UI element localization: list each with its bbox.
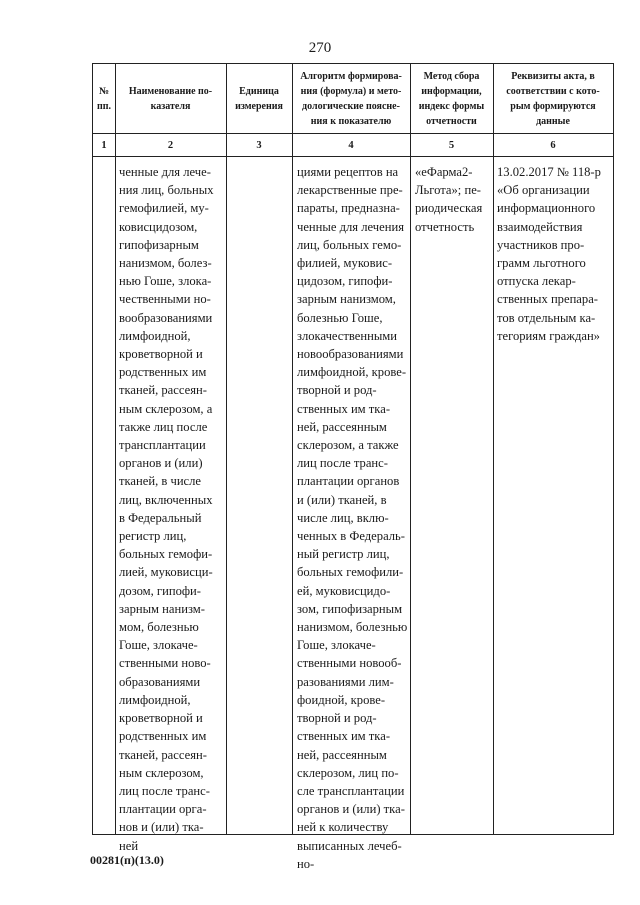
header-number: № пп. (96, 85, 112, 112)
number-row-divider (93, 156, 613, 157)
column-divider (410, 64, 411, 834)
column-number: 3 (256, 139, 262, 151)
document-code: 00281(п)(13.0) (90, 853, 164, 867)
column-divider (115, 64, 116, 834)
column-number: 1 (101, 139, 107, 151)
cell-collection-method: «еФарма2- Льгота»; пе- риодическая отчетность (415, 165, 483, 234)
header-indicator-name: Наименование по- казателя (128, 85, 213, 112)
column-number: 2 (167, 139, 174, 151)
header-algorithm: Алгоритм формирова- ния (формула) и мето- дологические поясне- ния к показателю (300, 70, 402, 127)
column-divider (292, 64, 293, 834)
cell-indicator-name: ченные для лече- ния лиц, больных гемофилией, му- ковисцидозом, гипофизарным нанизмом, болез- нью Гоше, злока- чественными но- вообразованиями лимфоидной, кроветворной и родственных им тканей, рассеян- ным склерозом, а также лиц после трансплантации органов и (или) тканей, в числе лиц, включенных в Федеральный регистр лиц, больных гемофи- лией, муковисци- дозом, гипофи- зарным нанизм- мом, болезнью Гоше, злокаче- ственными ново- образованиями лимфоидной, кроветворной и родственных им тканей, рассеян- ным склерозом, лиц после транс- плантации орга- нов и (или) тка- ней (119, 165, 214, 853)
header-collection-method: Метод сбора информации, индекс формы отчетности (418, 70, 485, 127)
header-act-details: Реквизиты акта, в соответствии с кото- рым формируются данные (506, 70, 600, 127)
column-number: 4 (348, 139, 354, 151)
column-number: 5 (448, 139, 455, 151)
cell-act-details: 13.02.2017 № 118-р «Об организации информационного взаимодействия участников про- грамм льготного отпуска лекар- ственных препара- тов отдельным ка- тегориям граждан» (497, 165, 601, 343)
cell-algorithm: циями рецептов на лекарственные пре- параты, предназна- ченные для лечения лиц, больных гемо- филией, муковис- цидозом, гипофи- зарным нанизмом, болезнью Гоше, злокачественными новообразованиями лимфоидной, крове- творной и род- ственных им тка- ней, рассеянным склерозом, а также лиц после транс- плантации органов и (или) тканей, в числе лиц, вклю- ченных в Федераль- ный регистр лиц, больных гемофили- ей, муковисцидо- зом, гипофизарным нанизмом, болезнью Гоше, злокаче- ственными новооб- разованиями лим- фоидной, крове- творной и род- ственных им тка- ней, рассеянным склерозом, лиц по- сле трансплантации органов и (или) тка- ней к количеству выписанных лечеб- но- (297, 165, 408, 871)
column-divider (493, 64, 494, 834)
header-unit: Единица измерения (235, 85, 283, 112)
page-number: 270 (308, 40, 332, 56)
column-number: 6 (550, 139, 556, 151)
column-divider (226, 64, 227, 834)
